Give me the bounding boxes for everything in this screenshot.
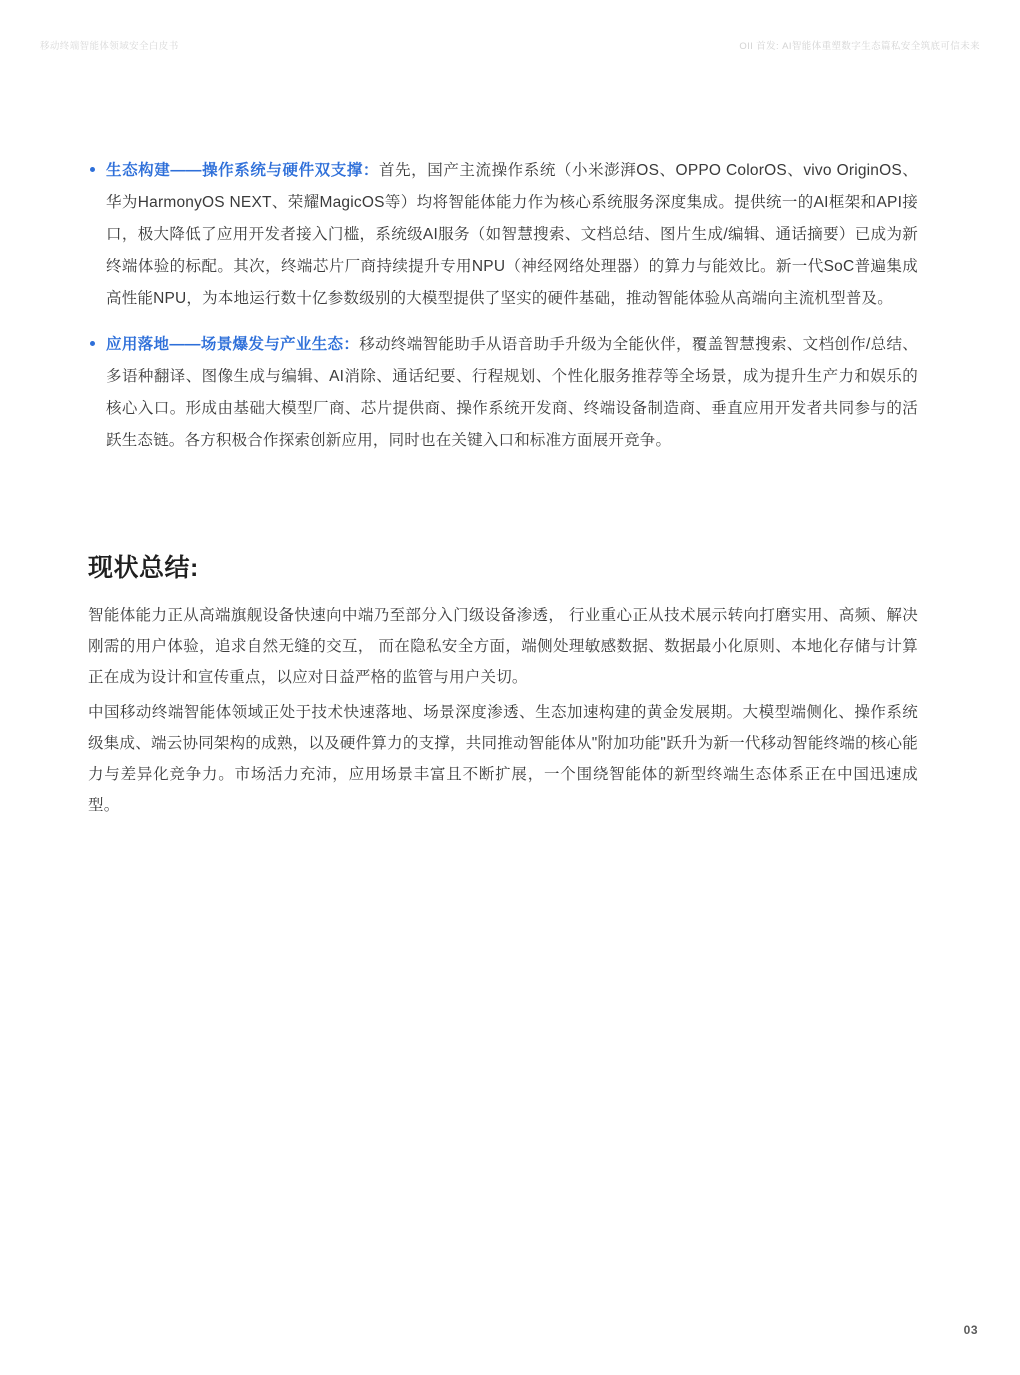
section-heading: 现状总结:	[88, 554, 199, 582]
page-number: 03	[963, 1323, 978, 1337]
body-content	[88, 155, 918, 471]
running-header	[0, 38, 1020, 60]
bullet-item	[88, 155, 918, 315]
bullet-lead-label: 应用落地——场景爆发与产业生态	[106, 336, 344, 353]
bullet-dot-icon	[90, 341, 95, 346]
bullet-item	[88, 329, 918, 457]
bullet-dot-icon	[90, 167, 95, 172]
bullet-lead-label: 生态构建——操作系统与硬件双支撑	[106, 162, 363, 179]
bullet-separator: ：	[343, 336, 360, 353]
summary-paragraph: 智能体能力正从高端旗舰设备快速向中端乃至部分入门级设备渗透， 行业重心正从技术展示转向打磨实用、高频、解决刚需的用户体验，追求自然无缝的交互， 而在隐私安全方面，端侧处理敏感数据、数据最小化原则、本地化存储与计算正在成为设计和宣传重点，以应对日益严格的监管与用户关切。	[88, 607, 918, 686]
bullet-body-text: 移动终端智能助手从语音助手升级为全能伙伴，覆盖智慧搜索、文档创作/总结、多语种翻译、图像生成与编辑、AI消除、通话纪要、行程规划、个性化服务推荐等全场景，成为提升生产力和娱乐的核心入口。形成由基础大模型厂商、芯片提供商、操作系统开发商、终端设备制造商、垂直应用开发者共同参与的活跃生态链。各方积极合作探索创新应用，同时也在关键入口和标准方面展开竞争。	[106, 336, 918, 449]
bullet-paragraph	[106, 155, 918, 315]
bullet-paragraph	[106, 329, 918, 457]
bullet-body-text: 首先，国产主流操作系统（小米澎湃OS、OPPO ColorOS、vivo OriginOS、华为HarmonyOS NEXT、荣耀MagicOS等）均将智能体能力作为核心系统服务深度集成。提供统一的AI框架和API接口，极大降低了应用开发者接入门槛，系统级AI服务（如智慧搜索、文档总结、图片生成/编辑、通话摘要）已成为新终端体验的标配。其次，终端芯片厂商持续提升专用NPU（神经网络处理器）的算力与能效比。新一代SoC普遍集成高性能NPU，为本地运行数十亿参数级别的大模型提供了坚实的硬件基础，推动智能体验从高端向主流机型普及。	[106, 162, 919, 307]
summary-paragraph: 中国移动终端智能体领域正处于技术快速落地、场景深度渗透、生态加速构建的黄金发展期。大模型端侧化、操作系统级集成、端云协同架构的成熟，以及硬件算力的支撑，共同推动智能体从"附加功能"跃升为新一代移动智能终端的核心能力与差异化竞争力。市场活力充沛，应用场景丰富且不断扩展，一个围绕智能体的新型终端生态体系正在中国迅速成型。	[88, 704, 918, 814]
bullet-separator: ：	[362, 162, 380, 179]
summary-section	[88, 600, 918, 825]
header-left-text: 移动终端智能体领域安全白皮书	[40, 41, 179, 52]
header-right-text: OII 首发: AI智能体重塑数字生态篇私安全筑底可信未来	[739, 41, 980, 52]
